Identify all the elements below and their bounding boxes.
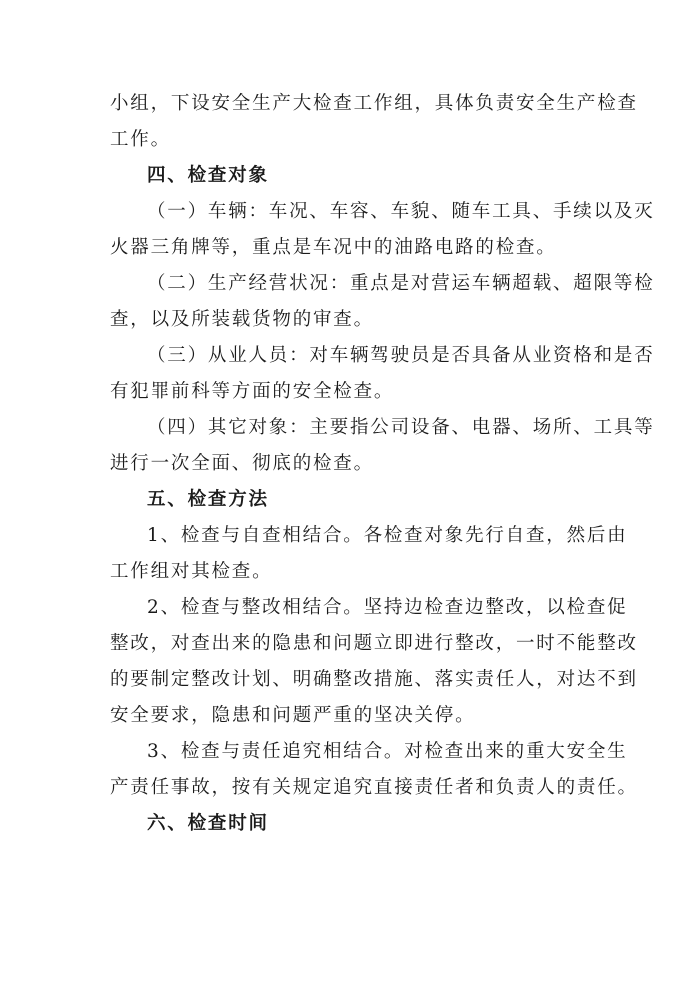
- section-heading-inspection-methods: 五、检查方法: [147, 489, 269, 510]
- paragraph-line: 小组，下设安全生产大检查工作组，具体负责安全生产检查: [110, 93, 638, 114]
- paragraph-line: 的要制定整改计划、明确整改措施、落实责任人，对达不到: [110, 669, 638, 690]
- paragraph-line: （二）生产经营状况：重点是对营运车辆超载、超限等检: [147, 273, 655, 294]
- section-heading-inspection-time: 六、检查时间: [147, 813, 269, 834]
- paragraph-line: 工作。: [110, 129, 171, 150]
- paragraph-line: 2、检查与整改相结合。坚持边检查边整改，以检查促: [147, 597, 628, 618]
- paragraph-line: （一）车辆：车况、车容、车貌、随车工具、手续以及灭: [147, 201, 655, 222]
- paragraph-line: 3、检查与责任追究相结合。对检查出来的重大安全生: [147, 741, 628, 762]
- paragraph-line: 产责任事故，按有关规定追究直接责任者和负责人的责任。: [110, 777, 638, 798]
- paragraph-line: 有犯罪前科等方面的安全检查。: [110, 381, 395, 402]
- paragraph-line: （三）从业人员：对车辆驾驶员是否具备从业资格和是否: [147, 345, 655, 366]
- paragraph-line: 工作组对其检查。: [110, 561, 273, 582]
- document-body: [110, 86, 655, 842]
- paragraph-line: （四）其它对象：主要指公司设备、电器、场所、工具等: [147, 417, 655, 438]
- paragraph-line: 火器三角牌等，重点是车况中的油路电路的检查。: [110, 237, 557, 258]
- paragraph-line: 查，以及所装载货物的审查。: [110, 309, 374, 330]
- paragraph-line: 1、检查与自查相结合。各检查对象先行自查，然后由: [147, 525, 628, 546]
- section-heading-inspection-objects: 四、检查对象: [147, 165, 269, 186]
- paragraph-line: 整改，对查出来的隐患和问题立即进行整改，一时不能整改: [110, 633, 638, 654]
- paragraph-line: 安全要求，隐患和问题严重的坚决关停。: [110, 705, 476, 726]
- paragraph-line: 进行一次全面、彻底的检查。: [110, 453, 374, 474]
